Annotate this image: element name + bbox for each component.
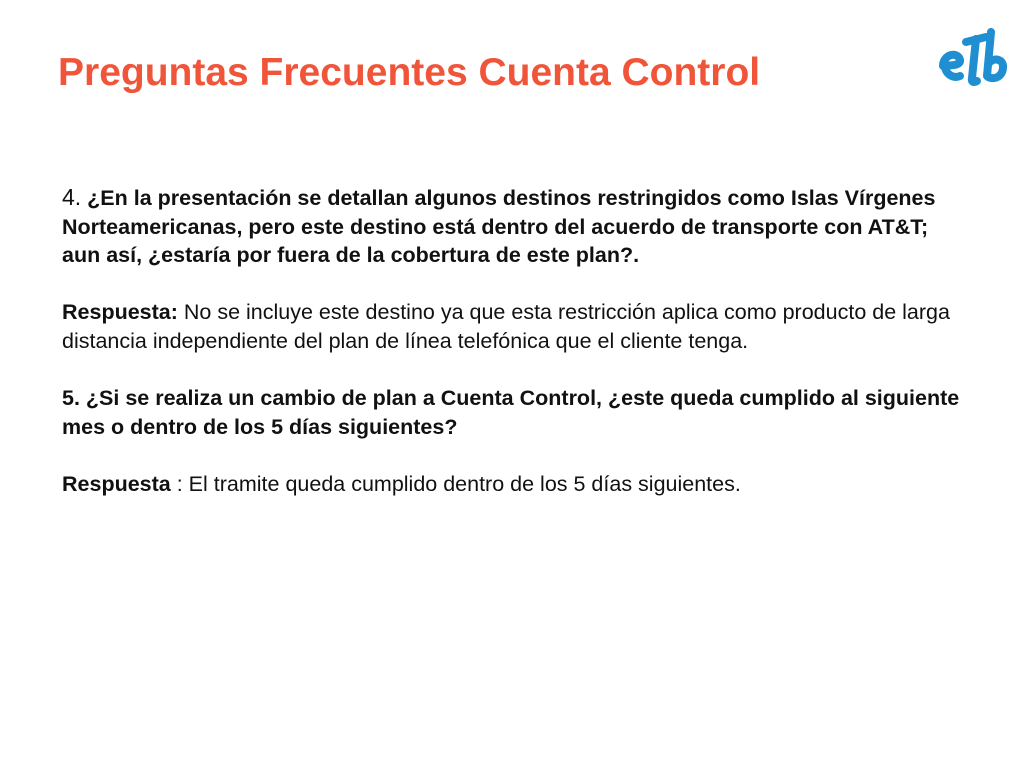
answer-5-label: Respuesta xyxy=(62,471,171,496)
answer-4-text: No se incluye este destino ya que esta restricción aplica como producto de larga distancia independiente del plan de línea telefónica que el cliente tenga. xyxy=(62,300,950,353)
answer-4 xyxy=(62,298,962,355)
question-5 xyxy=(62,384,962,441)
etb-logo xyxy=(936,24,1008,90)
answer-4-label: Respuesta: xyxy=(62,300,178,325)
answer-5-text: : El tramite queda cumplido dentro de los 5 días siguientes. xyxy=(170,471,741,496)
question-5-number: 5. xyxy=(62,386,80,411)
question-4-text: ¿En la presentación se detallan algunos destinos restringidos como Islas Vírgenes Norteamericanas, pero este destino está dentro del acuerdo de transporte con AT&T; aun así, ¿estaría por fuera de la cobertura de este plan?. xyxy=(62,186,936,268)
question-5-text: ¿Si se realiza un cambio de plan a Cuenta Control, ¿este queda cumplido al siguiente mes o dentro de los 5 días siguientes? xyxy=(62,386,960,439)
answer-5 xyxy=(62,470,962,499)
question-4-number: 4. xyxy=(62,184,82,210)
faq-content xyxy=(62,183,962,527)
question-4 xyxy=(62,183,962,270)
page-title: Preguntas Frecuentes Cuenta Control xyxy=(58,51,761,94)
